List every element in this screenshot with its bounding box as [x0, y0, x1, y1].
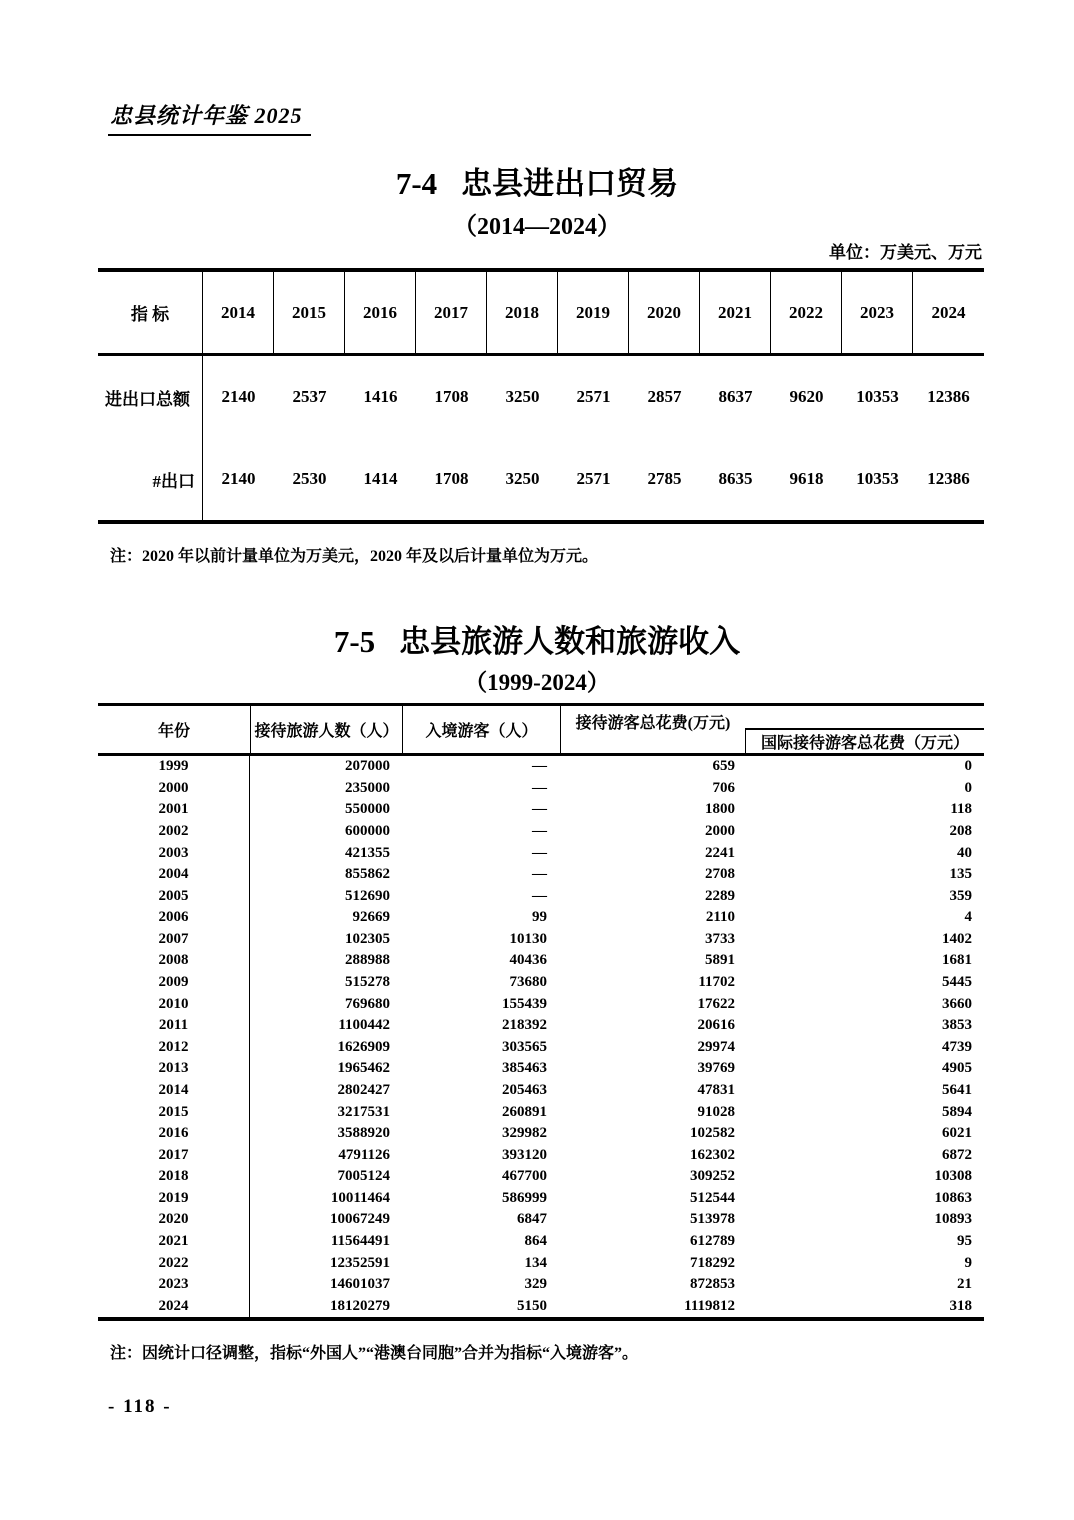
table2-cell: 3853	[942, 1017, 972, 1034]
table2-cell: 91028	[697, 1103, 735, 1120]
table2-row	[98, 1015, 984, 1037]
table2-cell: 11702	[698, 974, 735, 991]
table2-cell: 155439	[502, 995, 547, 1012]
table2-cell: 2000	[705, 823, 735, 840]
table2-cell: 10067249	[330, 1211, 390, 1228]
yearbook-running-header: 忠县统计年鉴 2025	[108, 99, 311, 136]
table2-row	[98, 1231, 984, 1253]
table2-cell: 92669	[352, 909, 390, 926]
table1-cell: 3250	[505, 387, 540, 406]
table2-cell: 17622	[697, 995, 735, 1012]
table1-row	[98, 356, 984, 438]
table2-cell: 1800	[705, 801, 735, 818]
table2-row	[98, 1123, 984, 1145]
table2-cell: 5150	[517, 1297, 547, 1314]
table2-note: 注：因统计口径调整，指标“外国人”“港澳台同胞”合并为指标“入境游客”。	[110, 1345, 639, 1362]
table2-cell: 2024	[98, 1295, 250, 1317]
table2-row	[98, 778, 984, 800]
table2-cell: 1119812	[684, 1297, 735, 1314]
table2-cell: —	[532, 866, 547, 883]
table2-cell: 10893	[934, 1211, 972, 1228]
table2-cell: 14601037	[330, 1276, 390, 1293]
table2-cell: 2017	[98, 1144, 250, 1166]
table1-cell: 2537	[292, 387, 327, 406]
table2-cell: 6872	[942, 1146, 972, 1163]
table2-cell: 2011	[98, 1015, 250, 1037]
table1-indicator-header: 指 标	[98, 272, 203, 353]
table2-row	[98, 993, 984, 1015]
table2-row	[98, 1274, 984, 1296]
table2-cell: —	[532, 823, 547, 840]
table2-cell: 2005	[98, 885, 250, 907]
table2-cell: 515278	[345, 974, 390, 991]
table2-cell: 4905	[942, 1060, 972, 1077]
table1-cell: 2857	[647, 387, 682, 406]
table1-cell: 2530	[292, 469, 327, 488]
table2-body	[98, 756, 984, 1317]
table2-row	[98, 907, 984, 929]
table1-cell: 1708	[434, 387, 469, 406]
table2-cell: 162302	[690, 1146, 735, 1163]
table2-cell: 10130	[509, 930, 547, 947]
table2-cell: 2022	[98, 1252, 250, 1274]
table2-header-row	[98, 706, 984, 756]
table1-cell: 1708	[434, 469, 469, 488]
table1-cell: 2785	[647, 469, 682, 488]
table2-cell: 600000	[345, 823, 390, 840]
table2-title	[0, 616, 1074, 661]
table1-subtitle: （2014—2024）	[453, 214, 621, 240]
table2-cell: 10308	[934, 1168, 972, 1185]
table2-header-year: 年份	[157, 723, 190, 740]
table2-row	[98, 1209, 984, 1231]
table2-row	[98, 1295, 984, 1317]
table2-cell: 5891	[705, 952, 735, 969]
table1-cell: 1416	[363, 387, 398, 406]
table2-header-visitors: 接待旅游人数（人）	[254, 723, 399, 740]
table2-cell: 2006	[98, 907, 250, 929]
table2-cell: 1402	[942, 930, 972, 947]
table1-cell: 10353	[856, 469, 899, 488]
table2-cell: 2019	[98, 1188, 250, 1210]
table2-cell: 6847	[517, 1211, 547, 1228]
table2-cell: 5641	[942, 1081, 972, 1098]
table1-cell: 12386	[927, 387, 970, 406]
table1-cell: 2571	[576, 469, 611, 488]
table2-cell: —	[532, 887, 547, 904]
table2-cell: 39769	[697, 1060, 735, 1077]
table1-year-header: 2020	[629, 272, 700, 353]
table2-row	[98, 864, 984, 886]
table2-row	[98, 1037, 984, 1059]
table2-row	[98, 1101, 984, 1123]
table1-unit-label: 单位：万美元、万元	[829, 243, 982, 262]
table2-cell: 260891	[502, 1103, 547, 1120]
table1-year-header: 2021	[700, 272, 771, 353]
table2-cell: 102582	[690, 1125, 735, 1142]
table2-cell: 864	[524, 1233, 547, 1249]
table2-cell: —	[532, 779, 547, 796]
table2-cell: 73680	[509, 974, 547, 991]
table2-cell: 2007	[98, 929, 250, 951]
table1-cell: 2140	[221, 469, 256, 488]
table2-cell: 7005124	[337, 1168, 390, 1185]
table2-row	[98, 1252, 984, 1274]
table2-header-divider	[402, 706, 403, 753]
table2-row	[98, 929, 984, 951]
table2-header-inbound: 入境游客（人）	[425, 723, 538, 740]
table2-cell: 208	[949, 823, 972, 840]
table2-cell: 872853	[690, 1276, 735, 1293]
table1-cell: 3250	[505, 469, 540, 488]
table1-year-header: 2014	[203, 272, 274, 353]
table2-cell: 2021	[98, 1231, 250, 1253]
table2-cell: 10863	[934, 1189, 972, 1206]
table1-title-number: 7-4	[395, 166, 438, 201]
table1-year-header: 2017	[416, 272, 487, 353]
table2-row	[98, 950, 984, 972]
table2-cell: 1681	[942, 952, 972, 969]
table1-year-header: 2023	[842, 272, 913, 353]
table1-row-label: 进出口总额	[98, 356, 203, 438]
table2-cell: 393120	[502, 1146, 547, 1163]
table2-cell: 102305	[345, 930, 390, 947]
table2-cell: 2023	[98, 1274, 250, 1296]
table1-cell: 1414	[363, 469, 398, 488]
table2-cell: 11564491	[330, 1233, 390, 1249]
table2-cell: 309252	[690, 1168, 735, 1185]
table2-cell: 95	[957, 1233, 972, 1249]
table2-cell: 205463	[502, 1081, 547, 1098]
table2-cell: 1100442	[338, 1017, 390, 1034]
table2-cell: 0	[964, 779, 972, 796]
table2-row	[98, 1080, 984, 1102]
table1-cell: 12386	[927, 469, 970, 488]
table2-cell: 706	[712, 779, 735, 796]
table1-year-header: 2015	[274, 272, 345, 353]
table2-cell: 99	[532, 909, 547, 926]
table2-cell: 6021	[942, 1125, 972, 1142]
table2-cell: 3217531	[337, 1103, 390, 1120]
table2-cell: 2289	[705, 887, 735, 904]
table2-cell: 2241	[705, 844, 735, 861]
table2-cell: 329	[524, 1276, 547, 1293]
table2-cell: 385463	[502, 1060, 547, 1077]
table2-cell: 29974	[697, 1038, 735, 1055]
table2-cell: 2010	[98, 993, 250, 1015]
table2-row	[98, 799, 984, 821]
table2-header-total-spend: 接待游客总花费(万元)	[575, 714, 731, 732]
table2-cell: 4	[964, 909, 972, 926]
table2-cell: 2016	[98, 1123, 250, 1145]
table2-row	[98, 972, 984, 994]
table2-cell: 2014	[98, 1080, 250, 1102]
table2-cell: 2012	[98, 1037, 250, 1059]
table2-cell: 40	[957, 844, 972, 861]
table1-year-header: 2024	[931, 302, 966, 322]
table1-cell: 9620	[789, 387, 824, 406]
table2-cell: 2002	[98, 821, 250, 843]
table2-cell: 2110	[705, 909, 735, 926]
table2-cell: 3660	[942, 995, 972, 1012]
table2-cell: 1626909	[337, 1038, 390, 1055]
table2-row	[98, 885, 984, 907]
table-import-export	[98, 268, 984, 524]
table2-cell: 5445	[942, 974, 972, 991]
table2-cell: 2708	[705, 866, 735, 883]
table2-cell: 20616	[697, 1017, 735, 1034]
table1-title	[0, 158, 1074, 203]
table1-cell: 10353	[856, 387, 899, 406]
table2-cell: 329982	[502, 1125, 547, 1142]
table1-cell: 2140	[221, 387, 256, 406]
table2-cell: 512690	[345, 887, 390, 904]
table2-cell: 4791126	[338, 1146, 390, 1163]
table2-title-text: 忠县旅游人数和旅游收入	[399, 624, 741, 659]
table1-title-text: 忠县进出口贸易	[461, 166, 679, 201]
table2-cell: 235000	[345, 779, 390, 796]
table2-cell: 21	[957, 1276, 972, 1293]
table2-row	[98, 756, 984, 778]
table2-cell: 769680	[345, 995, 390, 1012]
table2-cell: 18120279	[330, 1297, 390, 1314]
table2-cell: 0	[964, 758, 972, 775]
table1-cell: 8637	[718, 387, 753, 406]
table2-cell: 10011464	[330, 1189, 390, 1206]
table2-cell: 3733	[705, 930, 735, 947]
table2-cell: 612789	[690, 1233, 735, 1249]
table1-body	[98, 356, 984, 520]
table2-cell: 318	[949, 1297, 972, 1314]
table2-cell: —	[532, 758, 547, 775]
table1-year-header: 2022	[771, 272, 842, 353]
table2-cell: 421355	[345, 844, 390, 861]
table2-cell: 359	[949, 887, 972, 904]
table2-cell: 2009	[98, 972, 250, 994]
table2-cell: 5894	[942, 1103, 972, 1120]
table2-cell: 1999	[98, 756, 250, 778]
table2-cell: 118	[950, 801, 972, 818]
table-tourism	[98, 703, 984, 1321]
table2-cell: 134	[524, 1254, 547, 1271]
table2-cell: 303565	[502, 1038, 547, 1055]
table2-cell: 659	[712, 758, 735, 775]
table2-cell: 2003	[98, 842, 250, 864]
table2-cell: 2013	[98, 1058, 250, 1080]
table2-cell: 586999	[502, 1189, 547, 1206]
table1-row	[98, 438, 984, 520]
table2-cell: 1965462	[337, 1060, 390, 1077]
table2-cell: 4739	[942, 1038, 972, 1055]
table2-header-divider	[560, 706, 561, 753]
table2-cell: 2020	[98, 1209, 250, 1231]
table2-header-divider	[250, 706, 251, 753]
table2-cell: 512544	[690, 1189, 735, 1206]
page-number: - 118 -	[108, 1396, 172, 1417]
table1-header-row	[98, 272, 984, 356]
table1-cell: 8635	[718, 469, 753, 488]
table2-cell: 12352591	[330, 1254, 390, 1271]
table2-row	[98, 1188, 984, 1210]
table2-cell: 2008	[98, 950, 250, 972]
table2-row	[98, 1166, 984, 1188]
table2-cell: 467700	[502, 1168, 547, 1185]
table2-cell: 135	[949, 866, 972, 883]
table2-row	[98, 1144, 984, 1166]
table2-cell: 2001	[98, 799, 250, 821]
table2-cell: 2015	[98, 1101, 250, 1123]
table1-cell: 9618	[789, 469, 824, 488]
table2-cell: 40436	[509, 952, 547, 969]
table2-cell: 2802427	[337, 1081, 390, 1098]
table2-row	[98, 842, 984, 864]
table2-cell: 855862	[345, 866, 390, 883]
table2-header-intl-spend: 国际接待游客总花费（万元）	[745, 728, 984, 753]
table2-cell: 718292	[690, 1254, 735, 1271]
table2-cell: —	[532, 844, 547, 861]
table2-cell: 47831	[697, 1081, 735, 1098]
table2-row	[98, 1058, 984, 1080]
table2-row	[98, 821, 984, 843]
table2-cell: 513978	[690, 1211, 735, 1228]
table2-subtitle: （1999-2024）	[464, 670, 610, 695]
table2-title-number: 7-5	[333, 624, 376, 659]
table1-year-header: 2019	[558, 272, 629, 353]
table1-year-header: 2016	[345, 272, 416, 353]
table1-cell: 2571	[576, 387, 611, 406]
table1-year-header: 2018	[487, 272, 558, 353]
table2-cell: —	[532, 801, 547, 818]
table2-cell: 2004	[98, 864, 250, 886]
table1-note: 注：2020 年以前计量单位为万美元，2020 年及以后计量单位为万元。	[110, 548, 599, 565]
table2-cell: 218392	[502, 1017, 547, 1034]
table2-cell: 288988	[345, 952, 390, 969]
table2-cell: 2000	[98, 778, 250, 800]
table2-cell: 2018	[98, 1166, 250, 1188]
table2-cell: 550000	[345, 801, 390, 818]
table2-cell: 9	[964, 1254, 972, 1271]
table2-cell: 207000	[345, 758, 390, 775]
table2-cell: 3588920	[337, 1125, 390, 1142]
table1-row-label: #出口	[98, 438, 203, 520]
